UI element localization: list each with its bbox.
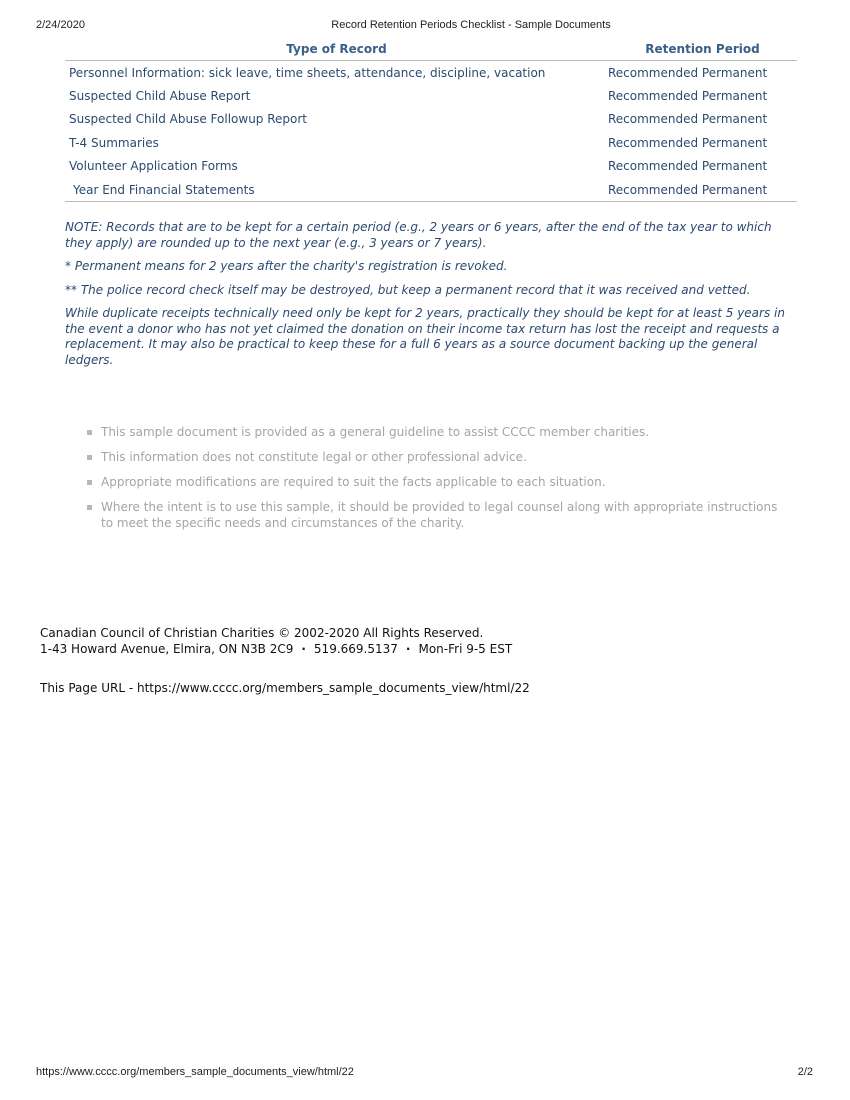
table-row	[65, 155, 797, 178]
separator-dot: ·	[405, 641, 411, 656]
list-item	[86, 450, 786, 466]
disclaimer-list	[86, 425, 786, 541]
list-item	[86, 425, 786, 441]
retention-period: Recommended Permanent	[608, 65, 768, 80]
contact-line	[40, 642, 740, 658]
column-header-period: Retention Period	[608, 38, 797, 61]
copyright-text: Canadian Council of Christian Charities © 2002-2020 All Rights Reserved.	[40, 626, 484, 640]
note-duplicate-receipts: While duplicate receipts technically need only be kept for 2 years, practically they should be kept for at least 5 years in the event a donor who has not yet claimed the donation on their income tax return has lost the receipt and requests a replacement. It may also be practical to keep these for a full 6 years as a source document backing up the general ledgers.	[65, 306, 785, 367]
table-header-row	[65, 38, 797, 61]
note-permanent: * Permanent means for 2 years after the charity's registration is revoked.	[65, 259, 508, 273]
table-row	[65, 108, 797, 131]
disclaimer-text: This information does not constitute legal or other professional advice.	[101, 450, 527, 464]
disclaimer-text: Appropriate modifications are required to suit the facts applicable to each situation.	[101, 475, 606, 489]
retention-period: Recommended Permanent	[608, 178, 797, 202]
page-url-text: This Page URL - https://www.cccc.org/members_sample_documents_view/html/22	[40, 681, 530, 695]
organization-footer	[40, 626, 740, 657]
table-row	[65, 178, 797, 202]
retention-period: Recommended Permanent	[608, 159, 768, 174]
address-text: 1-43 Howard Avenue, Elmira, ON N3B 2C9	[40, 641, 294, 656]
list-item	[86, 475, 786, 491]
record-type: Personnel Information: sick leave, time sheets, attendance, discipline, vacation	[69, 65, 546, 80]
print-url: https://www.cccc.org/members_sample_documents_view/html/22	[36, 1066, 354, 1078]
square-bullet-icon	[87, 480, 92, 485]
square-bullet-icon	[87, 505, 92, 510]
table-row	[65, 61, 797, 85]
disclaimer-text: Where the intent is to use this sample, it should be provided to legal counsel along with appropriate instructions to meet the specific needs and circumstances of the charity.	[101, 500, 778, 530]
retention-notes	[65, 220, 795, 376]
record-type: T-4 Summaries	[69, 135, 159, 150]
retention-table	[65, 38, 797, 202]
retention-period: Recommended Permanent	[608, 89, 768, 104]
note-rounding: NOTE: Records that are to be kept for a certain period (e.g., 2 years or 6 years, after the end of the tax year to which they apply) are rounded up to the next year (e.g., 3 years or 7 years).	[65, 220, 772, 250]
retention-period: Recommended Permanent	[608, 135, 768, 150]
square-bullet-icon	[87, 455, 92, 460]
column-header-type: Type of Record	[65, 38, 608, 61]
record-type: Volunteer Application Forms	[69, 159, 238, 174]
print-title: Record Retention Periods Checklist - Sample Documents	[331, 19, 611, 31]
print-header	[0, 19, 850, 33]
record-type: Year End Financial Statements	[65, 178, 608, 202]
note-police-check: ** The police record check itself may be destroyed, but keep a permanent record that it was received and vetted.	[65, 282, 751, 297]
office-hours: Mon-Fri 9-5 EST	[418, 641, 513, 656]
list-item	[86, 500, 786, 531]
print-date: 2/24/2020	[36, 19, 85, 31]
square-bullet-icon	[87, 430, 92, 435]
record-type: Suspected Child Abuse Followup Report	[69, 112, 308, 127]
table-row	[65, 84, 797, 107]
disclaimer-text: This sample document is provided as a general guideline to assist CCCC member charities.	[101, 425, 650, 439]
record-type: Suspected Child Abuse Report	[69, 89, 251, 104]
retention-period: Recommended Permanent	[608, 112, 768, 127]
separator-dot: ·	[301, 641, 306, 656]
page-number: 2/2	[797, 1066, 813, 1078]
table-row	[65, 131, 797, 154]
phone-number: 519.669.5137	[313, 641, 398, 656]
